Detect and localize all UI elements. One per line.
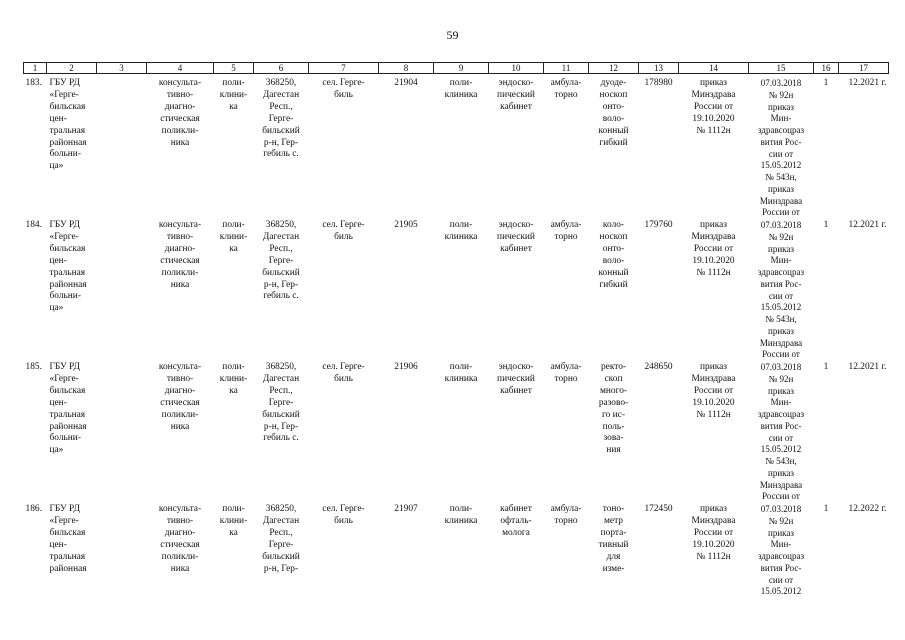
header-cell: 11 [544, 63, 589, 74]
order-cell: приказ Минздрава России от 19.10.2020 № 1112н [691, 78, 736, 136]
locality-cell: сел. Герге- биль [322, 362, 365, 384]
mode-cell: амбула- торно [550, 504, 582, 526]
order-cell: приказ Минздрава России от 19.10.2020 № 1112н [691, 220, 736, 278]
header-cell: 16 [814, 63, 839, 74]
row-number: 186. [25, 504, 42, 514]
facility-type-cell: консульта- тивно- диагно- стическая поликли- ника [158, 220, 202, 290]
organization-cell: ГБУ РД «Герге- бильская цен- тральная районная больни- ца» [49, 78, 87, 172]
table-row [24, 74, 889, 221]
code-cell: 21905 [394, 220, 418, 230]
facility-type-cell: консульта- тивно- диагно- стическая поликли- ника [158, 78, 202, 148]
room-cell: эндоско- пический кабинет [497, 78, 535, 112]
locality-cell: сел. Герге- биль [322, 220, 365, 242]
unit-cell: поли- клини- ка [219, 78, 248, 112]
mode-cell: амбула- торно [550, 220, 582, 242]
address-cell: 368250, Дагестан Респ., Герге- бильский р-н, Гер- [262, 504, 300, 574]
quantity-cell: 1 [823, 504, 829, 514]
room-cell: эндоско- пический кабинет [497, 220, 535, 254]
basis-cell: 07.03.2018 № 92н приказ Мин- здравсоцраз вития Рос- сии от 15.05.2012 № 543н, приказ Минздрава России от [757, 78, 805, 218]
subdivision-cell: поли- клиника [444, 504, 478, 526]
header-cell: 9 [434, 63, 489, 74]
equipment-cell: коло- носкоп онто- воло- конный гибкий [598, 220, 629, 290]
equipment-table [23, 62, 889, 598]
address-cell: 368250, Дагестан Респ., Герге- бильский р-н, Гер- гебиль с. [262, 78, 300, 160]
header-cell: 7 [309, 63, 379, 74]
date-cell: 12.2021 г. [848, 220, 887, 230]
header-cell: 12 [589, 63, 639, 74]
unit-cell: поли- клини- ка [219, 504, 248, 538]
code-cell: 21907 [394, 504, 418, 514]
row-number: 184. [25, 220, 42, 230]
row-number: 185. [25, 362, 42, 372]
header-cell: 15 [749, 63, 814, 74]
order-cell: приказ Минздрава России от 19.10.2020 № 1112н [691, 504, 736, 562]
mode-cell: амбула- торно [550, 78, 582, 100]
subdivision-cell: поли- клиника [444, 220, 478, 242]
equipment-cell: ректо- скоп много- разово- го ис- поль- зова- ния [598, 362, 629, 456]
header-cell: 3 [97, 63, 147, 74]
basis-cell: 07.03.2018 № 92н приказ Мин- здравсоцраз вития Рос- сии от 15.05.2012 № 543н, приказ Минздрава России от [757, 220, 805, 360]
subdivision-cell: поли- клиника [444, 78, 478, 100]
unit-cell: поли- клини- ка [219, 220, 248, 254]
header-cell: 1 [24, 63, 47, 74]
header-cell: 13 [639, 63, 679, 74]
room-cell: кабинет офталь- молога [500, 504, 532, 538]
equipment-cell: дуоде- носкоп онто- воло- конный гибкий [598, 78, 629, 148]
organization-cell: ГБУ РД «Герге- бильская цен- тральная районная [49, 504, 87, 574]
table-row [24, 504, 889, 598]
empty-cell [97, 504, 147, 598]
empty-cell [97, 74, 147, 221]
header-cell: 8 [379, 63, 434, 74]
table-row [24, 220, 889, 362]
header-cell: 14 [679, 63, 749, 74]
equipment-code-cell: 172450 [644, 504, 673, 514]
basis-cell: 07.03.2018 № 92н приказ Мин- здравсоцраз вития Рос- сии от 15.05.2012 [757, 504, 805, 597]
facility-type-cell: консульта- тивно- диагно- стическая поликли- ника [158, 504, 202, 574]
header-cell: 6 [254, 63, 309, 74]
address-cell: 368250, Дагестан Респ., Герге- бильский р-н, Гер- гебиль с. [262, 220, 300, 302]
order-cell: приказ Минздрава России от 19.10.2020 № 1112н [691, 362, 736, 420]
basis-cell: 07.03.2018 № 92н приказ Мин- здравсоцраз вития Рос- сии от 15.05.2012 № 543н, приказ Минздрава России от [757, 362, 805, 502]
locality-cell: сел. Герге- биль [322, 78, 365, 100]
row-number: 183. [25, 78, 42, 88]
code-cell: 21904 [394, 78, 418, 88]
equipment-cell: тоно- метр порта- тивный для изме- [598, 504, 629, 574]
unit-cell: поли- клини- ка [219, 362, 248, 396]
header-cell: 10 [489, 63, 544, 74]
empty-cell [97, 220, 147, 362]
address-cell: 368250, Дагестан Респ., Герге- бильский р-н, Гер- гебиль с. [262, 362, 300, 444]
facility-type-cell: консульта- тивно- диагно- стическая поликли- ника [158, 362, 202, 432]
room-cell: эндоско- пический кабинет [497, 362, 535, 396]
mode-cell: амбула- торно [550, 362, 582, 384]
empty-cell [97, 362, 147, 504]
organization-cell: ГБУ РД «Герге- бильская цен- тральная районная больни- ца» [49, 362, 87, 456]
organization-cell: ГБУ РД «Герге- бильская цен- тральная районная больни- ца» [49, 220, 87, 314]
code-cell: 21906 [394, 362, 418, 372]
table-row [24, 362, 889, 504]
date-cell: 12.2022 г. [848, 504, 887, 514]
equipment-code-cell: 179760 [644, 220, 673, 230]
quantity-cell: 1 [823, 220, 829, 230]
page-number: 59 [446, 28, 459, 42]
header-cell: 4 [147, 63, 214, 74]
quantity-cell: 1 [823, 362, 829, 372]
header-cell: 17 [839, 63, 889, 74]
equipment-code-cell: 178980 [644, 78, 673, 88]
quantity-cell: 1 [823, 78, 829, 88]
column-number-header [24, 63, 889, 74]
header-cell: 2 [47, 63, 97, 74]
locality-cell: сел. Герге- биль [322, 504, 365, 526]
date-cell: 12.2021 г. [848, 78, 887, 88]
subdivision-cell: поли- клиника [444, 362, 478, 384]
equipment-code-cell: 248650 [644, 362, 673, 372]
date-cell: 12.2021 г. [848, 362, 887, 372]
header-cell: 5 [214, 63, 254, 74]
